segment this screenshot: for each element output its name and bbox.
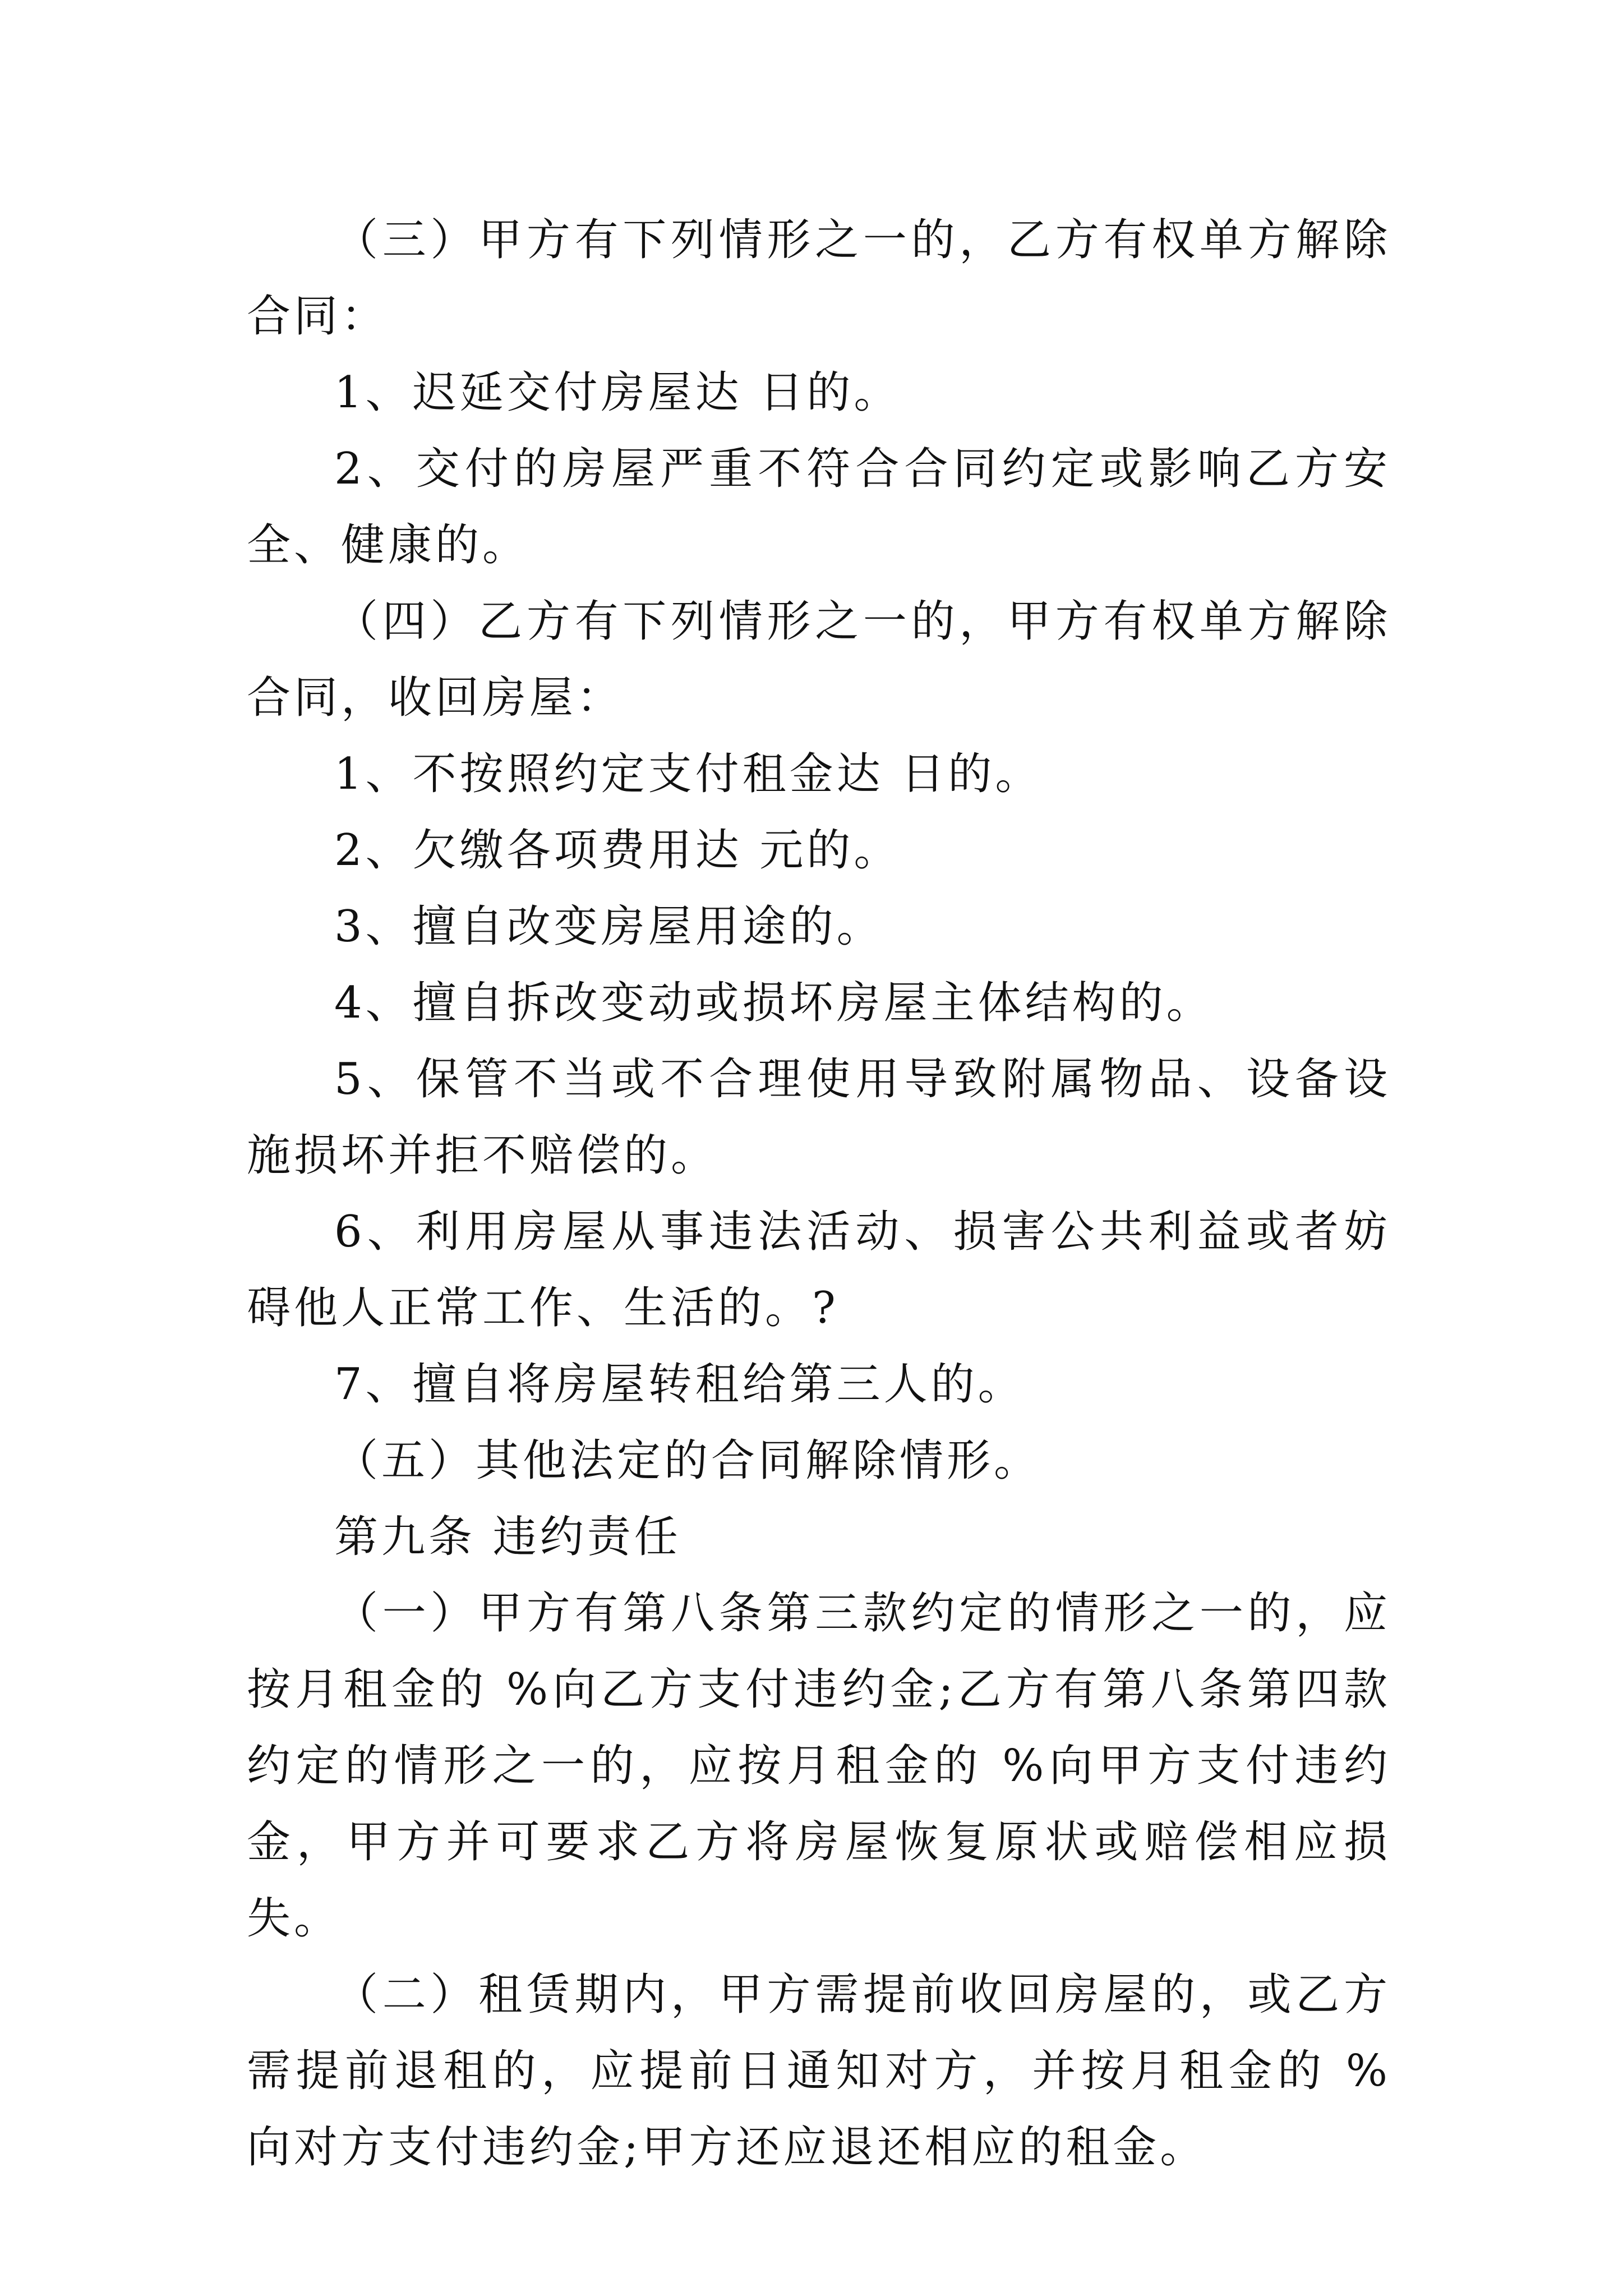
- clause-3-item-1: 1、迟延交付房屋达 日的。: [334, 367, 901, 418]
- contract-body: [247, 202, 1391, 2185]
- article-9-clause-2: （二）租赁期内，甲方需提前收回房屋的，或乙方需提前退租的，应提前日通知对方，并按月租金的 %向对方支付违约金;甲方还应退还相应的租金。: [247, 1970, 1391, 2173]
- clause-5-heading: （五）其他法定的合同解除情形。: [334, 1435, 1041, 1486]
- clause-4-item-5: 5、保管不当或不合理使用导致附属物品、设备设施损坏并拒不赔偿的。: [247, 1054, 1391, 1181]
- clause-4-item-4: 4、擅自拆改变动或损坏房屋主体结构的。: [334, 978, 1214, 1028]
- article-9-title: 第九条 违约责任: [334, 1512, 681, 1562]
- clause-4-heading: （四）乙方有下列情形之一的，甲方有权单方解除合同，收回房屋：: [247, 596, 1391, 723]
- clause-4-item-6: 6、利用房屋从事违法活动、损害公共利益或者妨碍他人正常工作、生活的。?: [247, 1207, 1391, 1333]
- article-9-clause-1: （一）甲方有第八条第三款约定的情形之一的，应按月租金的 %向乙方支付违约金;乙方有第八条第四款约定的情形之一的，应按月租金的 %向甲方支付违约金，甲方并可要求乙方将房屋恢复原状或赔偿相应损失。: [247, 1588, 1391, 1944]
- clause-4-item-3: 3、擅自改变房屋用途的。: [334, 901, 884, 952]
- clause-4-item-7: 7、擅自将房屋转租给第三人的。: [334, 1359, 1025, 1410]
- clause-3-heading: （三）甲方有下列情形之一的，乙方有权单方解除合同：: [247, 215, 1391, 342]
- clause-4-item-2: 2、欠缴各项费用达 元的。: [334, 825, 901, 876]
- clause-4-item-1: 1、不按照约定支付租金达 日的。: [334, 749, 1043, 799]
- clause-3-item-2: 2、交付的房屋严重不符合合同约定或影响乙方安全、健康的。: [247, 444, 1391, 570]
